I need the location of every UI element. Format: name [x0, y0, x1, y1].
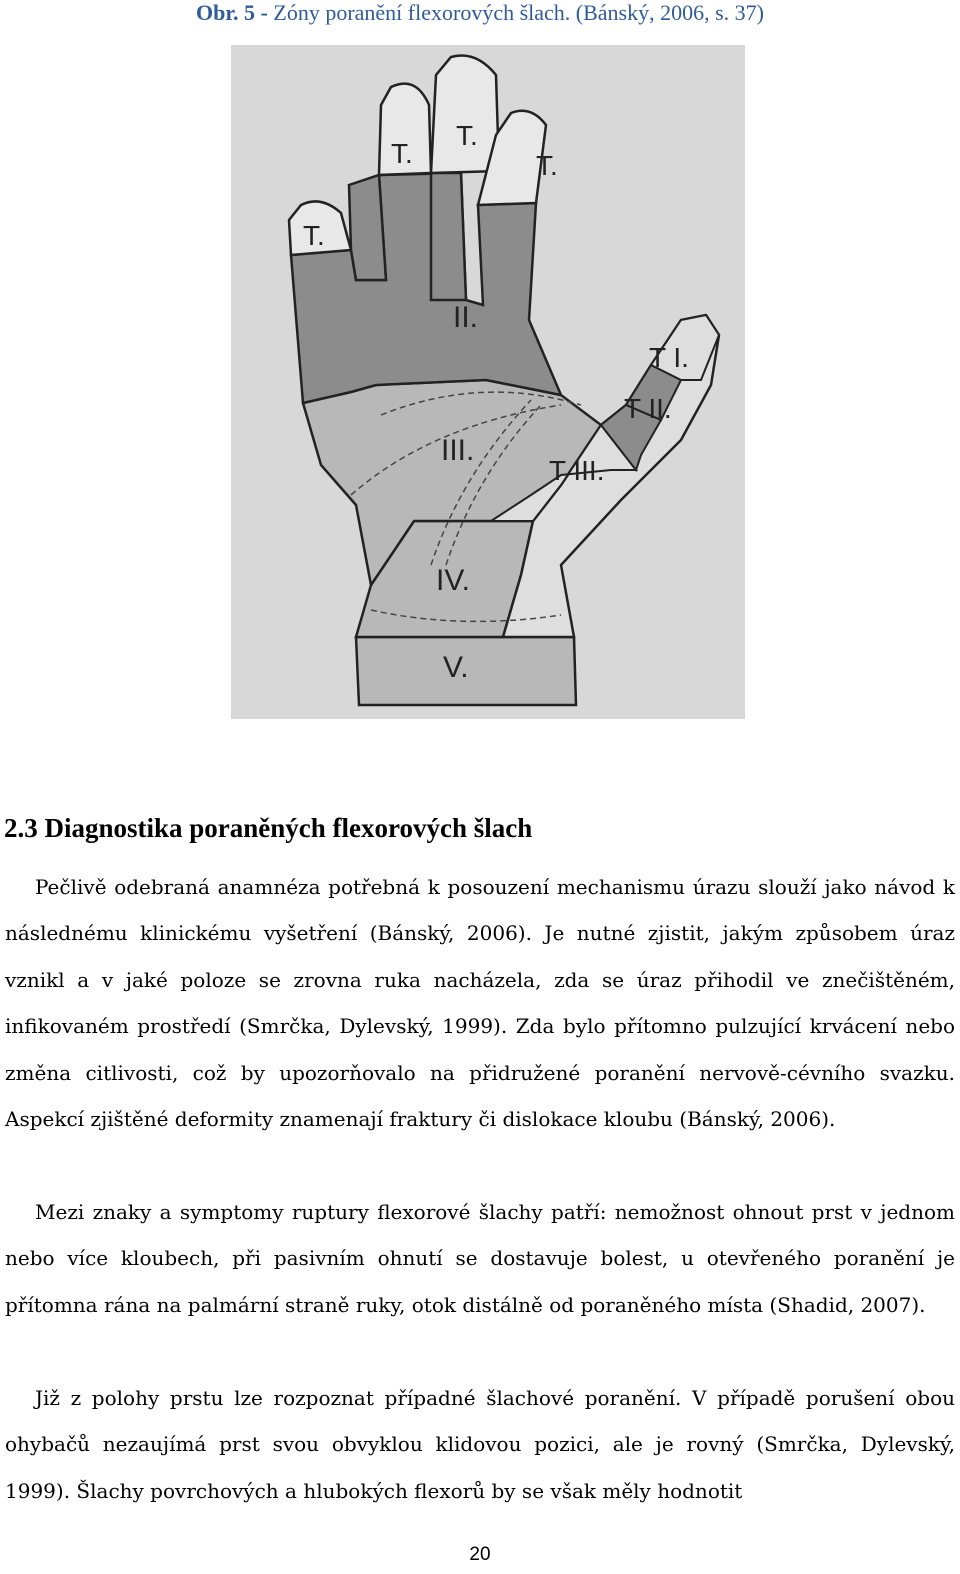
hand-zones-illustration — [231, 45, 745, 719]
zone-t-ring-label: T. — [391, 138, 413, 169]
paragraph-2 — [5, 1189, 955, 1328]
zone-iv-label: IV. — [436, 564, 470, 597]
paragraph-3-text: Již z polohy prstu lze rozpoznat případné šlachové poranění. V případě porušení obou ohybačů nezaujímá prst svou obvyklou klidovou pozici, ale je rovný (Smrčka, Dylevský, 1999). Šlachy povrchových a hlubokých flexorů by se však měly hodnotit — [5, 1386, 955, 1503]
zone-t-index-label: T. — [536, 150, 558, 181]
zone-tii-label: T II. — [624, 393, 672, 424]
paragraph-2-text: Mezi znaky a symptomy ruptury flexorové šlachy patří: nemožnost ohnout prst v jednom nebo více kloubech, při pasivním ohnutí se dostavuje bolest, u otevřeného poranění je přítomna rána na palmární straně ruky, otok distálně od poraněného místa (Shadid, 2007). — [5, 1200, 955, 1317]
zone-t-middle-label: T. — [456, 120, 478, 151]
zone-ti-label: T I. — [649, 342, 689, 373]
paragraph-3 — [5, 1375, 955, 1514]
zone-iii-label: III. — [441, 434, 475, 467]
figure-caption — [0, 0, 960, 26]
caption-prefix: Obr. 5 - — [195, 0, 274, 25]
zone-t-middle-area — [431, 55, 499, 173]
little-finger-proximal — [349, 175, 386, 280]
page-number: 20 — [469, 1544, 491, 1565]
ring-finger-proximal — [431, 173, 466, 300]
zone-ii-label: II. — [453, 301, 479, 334]
caption-text: Zóny poranění flexorových šlach. (Bánský, 2006, s. 37) — [273, 0, 765, 25]
section-heading: 2.3 Diagnostika poraněných flexorových šlach — [4, 813, 533, 843]
zone-v-label: V. — [443, 651, 469, 684]
zone-t-little-label: T. — [303, 220, 325, 251]
paragraph-1 — [5, 864, 955, 1142]
zone-tiii-label: T III. — [549, 455, 605, 486]
hand-zones-figure — [231, 45, 745, 719]
paragraph-1-text: Pečlivě odebraná anamnéza potřebná k posouzení mechanismu úrazu slouží jako návod k následnému klinickému vyšetření (Bánský, 2006). Je nutné zjistit, jakým způsobem úraz vznikl a v jaké poloze se zrovna ruka nacházela, zda se úraz přihodil ve znečištěném, infikovaném prostředí (Smrčka, Dylevský, 1999). Zda bylo přítomno pulzující krvácení nebo změna citlivosti, což by upozorňovalo na přidružené poranění nervově-cévního svazku. Aspekcí zjištěné deformity znamenají fraktury či dislokace kloubu (Bánský, 2006). — [5, 875, 955, 1132]
